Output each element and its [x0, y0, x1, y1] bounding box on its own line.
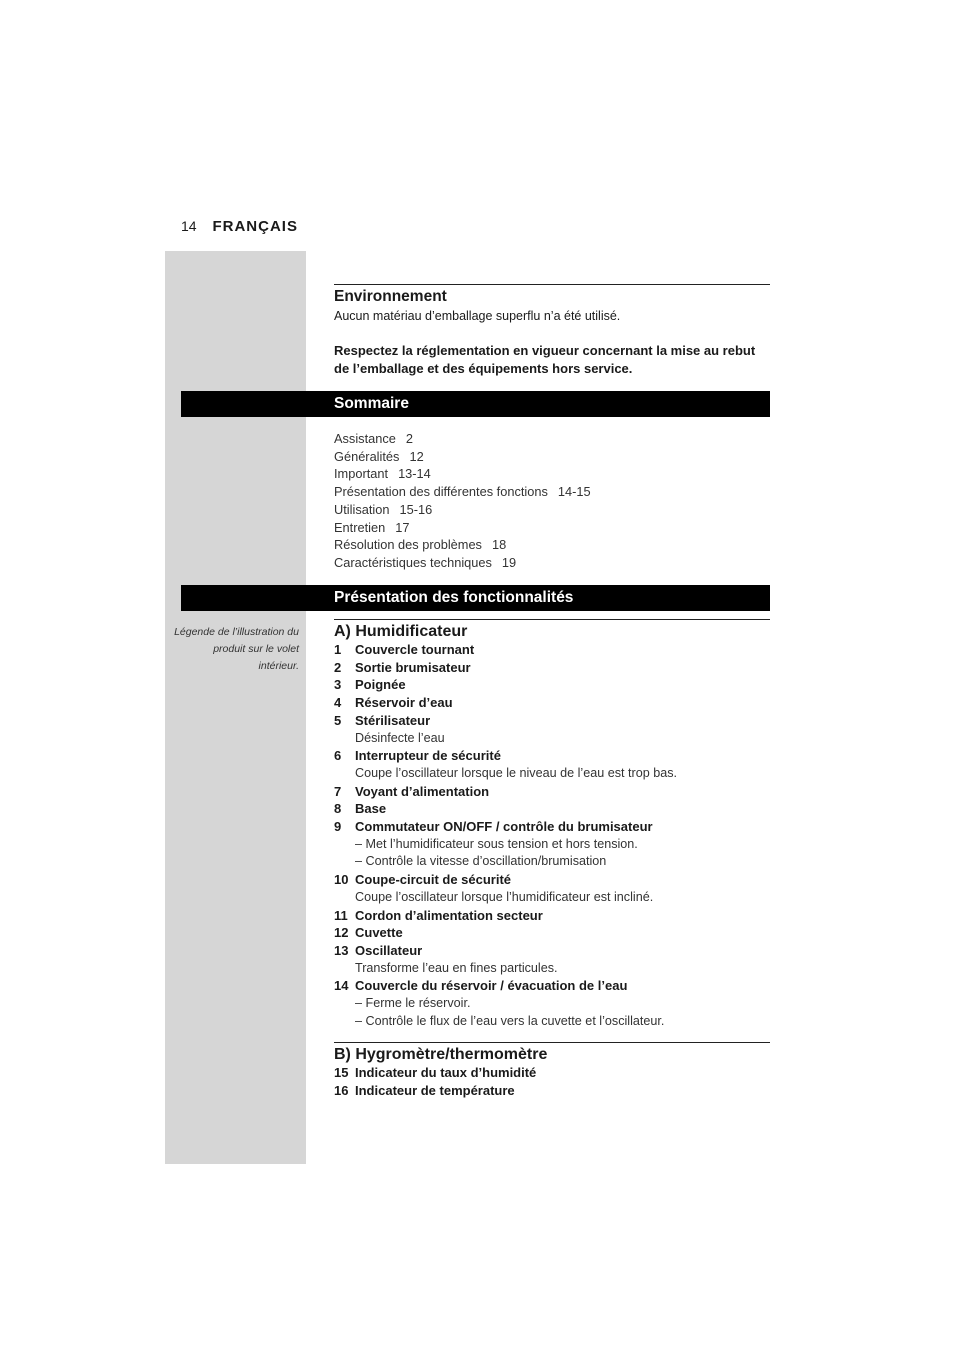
toc-entry [334, 465, 774, 483]
feature-description: – Ferme le réservoir. [355, 996, 471, 1011]
toc-entry [334, 536, 774, 554]
feature-number: 9 [334, 819, 342, 835]
feature-item [334, 783, 774, 801]
feature-number: 14 [334, 978, 349, 994]
section-rule [334, 619, 770, 620]
feature-item [334, 1064, 774, 1082]
feature-description: – Met l’humidificateur sous tension et hors tension. [355, 836, 638, 851]
toc-entry-label: Assistance [334, 431, 396, 446]
feature-number: 4 [334, 695, 342, 711]
toc-entry-label: Caractéristiques techniques [334, 554, 492, 570]
language-label: FRANÇAIS [212, 218, 298, 235]
page-number: 14 [181, 218, 197, 234]
toc-entry [334, 448, 774, 466]
toc-entry-pages: 18 [491, 537, 507, 553]
section-a-items [334, 641, 774, 1030]
feature-item [334, 1082, 774, 1100]
toc-entry-pages: 2 [405, 431, 414, 446]
feature-description: Désinfecte l’eau [355, 730, 445, 745]
feature-label: Base [355, 801, 387, 817]
feature-description: Coupe l’oscillateur lorsque le niveau de l’eau est trop bas. [355, 765, 678, 780]
feature-item [334, 747, 774, 765]
sommaire-title: Sommaire [334, 395, 409, 412]
feature-item [334, 800, 774, 818]
toc-entry-pages: 15-16 [399, 501, 433, 517]
feature-label: Oscillateur [355, 942, 423, 958]
environment-bold-text: Respectez la réglementation en vigueur concernant la mise au rebut de l’emballage et des équipements hors service. [334, 343, 756, 376]
toc-entry-label: Important [334, 466, 389, 482]
feature-number: 5 [334, 712, 342, 728]
toc-entry-pages: 14-15 [557, 484, 591, 500]
feature-label: Sortie brumisateur [355, 659, 471, 675]
page-header [181, 216, 298, 237]
section-rule [334, 284, 770, 285]
feature-number: 12 [334, 925, 349, 941]
feature-item [334, 942, 774, 960]
feature-label: Coupe-circuit de sécurité [355, 872, 512, 888]
feature-number: 7 [334, 783, 342, 799]
feature-description: Coupe l’oscillateur lorsque l’humidificateur est incliné. [355, 889, 654, 904]
feature-item [334, 694, 774, 712]
feature-label: Commutateur ON/OFF / contrôle du brumisateur [355, 819, 653, 835]
section-b-items [334, 1064, 774, 1099]
feature-number: 1 [334, 642, 342, 657]
feature-description: Transforme l’eau en fines particules. [355, 960, 558, 975]
feature-number: 6 [334, 748, 342, 764]
feature-label: Cuvette [355, 925, 403, 941]
toc-entry [334, 519, 774, 537]
feature-item [334, 977, 774, 995]
feature-label: Cordon d’alimentation secteur [355, 907, 543, 923]
section-a [334, 623, 774, 1030]
sommaire-bar [181, 391, 770, 417]
feature-number: 16 [334, 1082, 349, 1098]
toc-entry-label: Entretien [334, 519, 386, 535]
feature-item [334, 641, 774, 659]
toc-entry-label: Résolution des problèmes [334, 537, 482, 553]
toc-entry-pages: 17 [395, 519, 410, 535]
feature-item [334, 907, 774, 925]
toc-entry-label: Présentation des différentes fonctions [334, 484, 548, 500]
toc-entry-pages: 19 [501, 554, 517, 570]
environment-text: Aucun matériau d’emballage superflu n’a été utilisé. [334, 309, 621, 323]
feature-label: Interrupteur de sécurité [355, 748, 501, 764]
feature-label: Stérilisateur [355, 712, 431, 728]
sidebar-column [165, 251, 306, 1164]
environment-section [334, 288, 774, 377]
toc-list [334, 430, 774, 572]
side-note: Légende de l’illustration du produit sur le volet intérieur. [174, 626, 299, 672]
environment-title: Environnement [334, 288, 447, 305]
feature-item [334, 676, 774, 694]
toc-entry [334, 501, 774, 519]
toc-entry-label: Généralités [334, 448, 400, 464]
feature-number: 10 [334, 872, 349, 888]
section-rule [334, 1042, 770, 1043]
feature-item [334, 712, 774, 730]
feature-item [334, 924, 774, 942]
section-b-title: B) Hygromètre/thermomètre [334, 1046, 548, 1063]
feature-number: 11 [334, 907, 348, 923]
feature-label: Indicateur du taux d’humidité [355, 1065, 537, 1080]
feature-description: – Contrôle la vitesse d’oscillation/brumisation [355, 854, 607, 869]
feature-item [334, 871, 774, 889]
feature-label: Voyant d’alimentation [355, 783, 490, 799]
feature-number: 2 [334, 659, 342, 675]
toc-entry [334, 430, 774, 448]
feature-number: 15 [334, 1065, 349, 1080]
toc-entry-pages: 12 [409, 448, 424, 464]
toc-entry [334, 554, 774, 572]
feature-label: Poignée [355, 677, 406, 693]
section-b [334, 1046, 774, 1099]
toc-entry [334, 483, 774, 501]
feature-label: Indicateur de température [355, 1082, 515, 1098]
feature-item [334, 818, 774, 836]
feature-number: 13 [334, 942, 349, 958]
toc-entry-pages: 13-14 [398, 466, 431, 482]
feature-description: – Contrôle le flux de l’eau vers la cuvette et l’oscillateur. [355, 1013, 665, 1028]
feature-label: Réservoir d’eau [355, 695, 453, 711]
feature-label: Couvercle du réservoir / évacuation de l’eau [355, 978, 628, 994]
presentation-bar [181, 585, 770, 611]
section-a-title: A) Humidificateur [334, 623, 468, 640]
toc-entry-label: Utilisation [334, 501, 390, 517]
presentation-title: Présentation des fonctionnalités [334, 589, 574, 606]
feature-item [334, 659, 774, 677]
feature-number: 3 [334, 677, 342, 693]
feature-number: 8 [334, 801, 342, 817]
feature-label: Couvercle tournant [355, 642, 475, 657]
